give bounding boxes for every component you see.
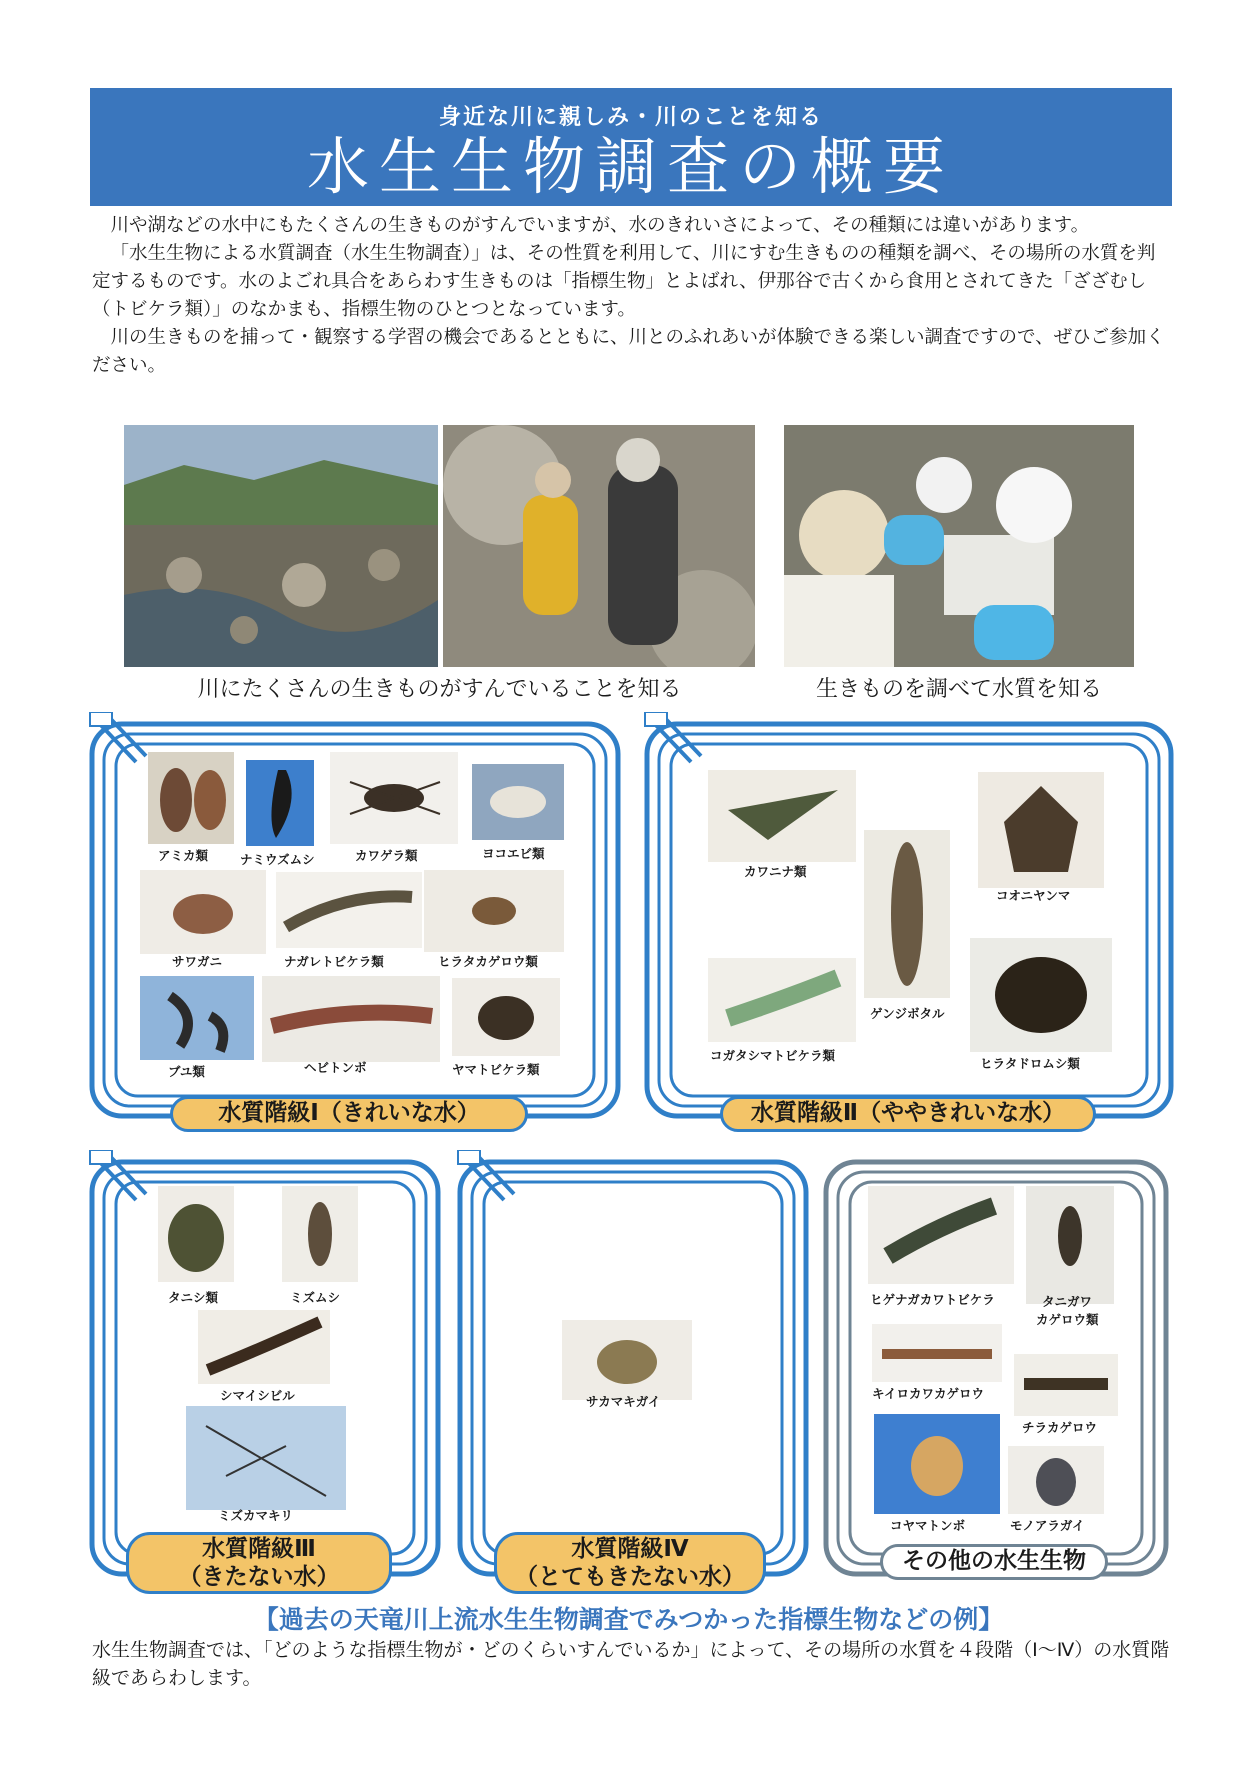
specimen-hiratadoromushi	[970, 938, 1112, 1052]
badge-class-3-line2: （きたない水）	[178, 1564, 340, 1590]
specimen-hebitonbo	[262, 976, 440, 1062]
label-hebitonbo: ヘビトンボ	[304, 1060, 367, 1075]
label-higenagakawatobikera: ヒゲナガカワトビケラ	[870, 1292, 995, 1307]
photo-child-rocks	[443, 425, 755, 667]
intro-text	[92, 212, 1168, 380]
intro-paragraph-1: 川や湖などの水中にもたくさんの生きものがすんでいますが、水のきれいさによって、その種類には違いがあります。	[110, 215, 1090, 236]
caption-left: 川にたくさんの生きものがすんでいることを知る	[197, 677, 682, 702]
specimen-yamatobikera	[452, 978, 560, 1056]
label-tanishi: タニシ類	[168, 1290, 219, 1305]
label-kagerou-rui: カゲロウ類	[1036, 1312, 1099, 1327]
label-namiuzumushi: ナミウズムシ	[240, 852, 315, 867]
photo-kids-observing	[784, 425, 1134, 667]
badge-class-3	[126, 1532, 392, 1594]
label-hiratakagerou: ヒラタカゲロウ類	[438, 954, 538, 969]
photo-river-survey	[124, 425, 438, 667]
label-kooniyanma: コオニヤンマ	[996, 888, 1071, 903]
label-yamatobikera: ヤマトビケラ類	[452, 1062, 540, 1077]
label-shimaishibiru: シマイシビル	[220, 1388, 295, 1403]
specimen-kogatashimatobikera	[708, 958, 856, 1042]
label-mizumushi: ミズムシ	[290, 1290, 341, 1305]
badge-class-4-line1: 水質階級Ⅳ	[571, 1536, 689, 1562]
footer-title: 【過去の天竜川上流水生生物調査でみつかった指標生物などの例】	[253, 1605, 1004, 1634]
specimen-amika	[148, 752, 234, 844]
label-sakamakigai: サカマキガイ	[586, 1394, 661, 1409]
specimen-buyu	[140, 976, 254, 1060]
specimen-tanigawakagerou	[1026, 1186, 1114, 1304]
specimen-shimaishibiru	[198, 1310, 330, 1384]
label-hiratadoromushi: ヒラタドロムシ類	[980, 1056, 1080, 1071]
label-kawanina: カワニナ類	[744, 864, 807, 879]
intro-paragraph-3: 川の生きものを捕って・観察する学習の機会であるとともに、川とのふれあいが体験できる楽しい調査ですので、ぜひご参加ください。	[92, 327, 1165, 376]
header-subtitle: 身近な川に親しみ・川のことを知る	[438, 105, 823, 130]
label-buyu: ブユ類	[168, 1064, 205, 1079]
label-kogatashimatobikera: コガタシマトビケラ類	[710, 1048, 836, 1063]
specimen-mizukamakiri	[186, 1406, 346, 1510]
footer-text: 水生生物調査では、「どのような指標生物が・どのくらいすんでいるか」によって、その場所の水質を４段階（Ⅰ〜Ⅳ）の水質階級であらわします。	[92, 1639, 1170, 1689]
label-kiirokawakagerou: キイロカワカゲロウ	[872, 1386, 985, 1401]
specimen-higenagakawatobikera	[868, 1186, 1014, 1284]
label-koyamatonbo: コヤマトンボ	[890, 1518, 966, 1533]
page-title: 水生生物調査の概要	[306, 130, 955, 203]
label-monoaragai: モノアラガイ	[1010, 1518, 1085, 1533]
specimen-kooniyanma	[978, 772, 1104, 888]
specimen-nagaretobikera	[276, 872, 422, 948]
specimen-mizumushi	[282, 1186, 358, 1282]
specimen-kawagera	[330, 752, 458, 844]
photo-river-survey-image	[124, 425, 438, 667]
label-chirakagerou: チラカゲロウ	[1022, 1420, 1098, 1435]
label-sawagani: サワガニ	[172, 954, 223, 969]
photo-kids-observing-image	[784, 425, 1134, 667]
badge-other: その他の水生生物	[880, 1544, 1108, 1580]
specimen-monoaragai	[1008, 1446, 1104, 1514]
badge-class-4	[494, 1532, 766, 1594]
header-banner	[90, 88, 1172, 206]
label-tanigawa: タニガワ	[1042, 1294, 1093, 1309]
specimen-kiirokawakagerou	[872, 1324, 1002, 1382]
specimen-sakamakigai	[562, 1320, 692, 1400]
badge-class-3-line1: 水質階級Ⅲ	[202, 1536, 316, 1562]
intro-paragraph-2: 「水生生物による水質調査（水生生物調査）」は、その性質を利用して、川にすむ生きものの種類を調べ、その場所の水質を判定するものです。水のよごれ具合をあらわす生きものは「指標生物」とよばれ、伊那谷で古くから食用とされてきた「ざざむし（トビケラ類）」のなかまも、指標生物のひとつとなっています。	[92, 243, 1156, 320]
label-kawagera: カワゲラ類	[355, 848, 418, 863]
label-yokoebi: ヨコエビ類	[482, 846, 545, 861]
badge-class-1: 水質階級Ⅰ（きれいな水）	[170, 1096, 528, 1132]
specimen-chirakagerou	[1014, 1354, 1118, 1416]
label-mizukamakiri: ミズカマキリ	[218, 1508, 294, 1523]
label-amika: アミカ類	[158, 848, 209, 863]
specimen-koyamatonbo	[874, 1414, 1000, 1514]
specimen-yokoebi	[472, 764, 564, 840]
label-nagaretobikera: ナガレトビケラ類	[284, 954, 384, 969]
specimen-sawagani	[140, 870, 266, 954]
badge-class-4-line2: （とてもきたない水）	[515, 1564, 745, 1590]
badge-class-2: 水質階級Ⅱ（ややきれいな水）	[720, 1096, 1096, 1132]
specimen-genjibotaru	[864, 830, 950, 998]
specimen-namiuzumushi	[246, 760, 314, 846]
specimen-kawanina	[708, 770, 856, 862]
caption-right: 生きものを調べて水質を知る	[815, 677, 1102, 702]
specimen-hiratakagerou	[424, 870, 564, 952]
label-genjibotaru: ゲンジボタル	[870, 1006, 945, 1021]
photo-child-rocks-image	[443, 425, 755, 667]
specimen-tanishi	[158, 1186, 234, 1282]
